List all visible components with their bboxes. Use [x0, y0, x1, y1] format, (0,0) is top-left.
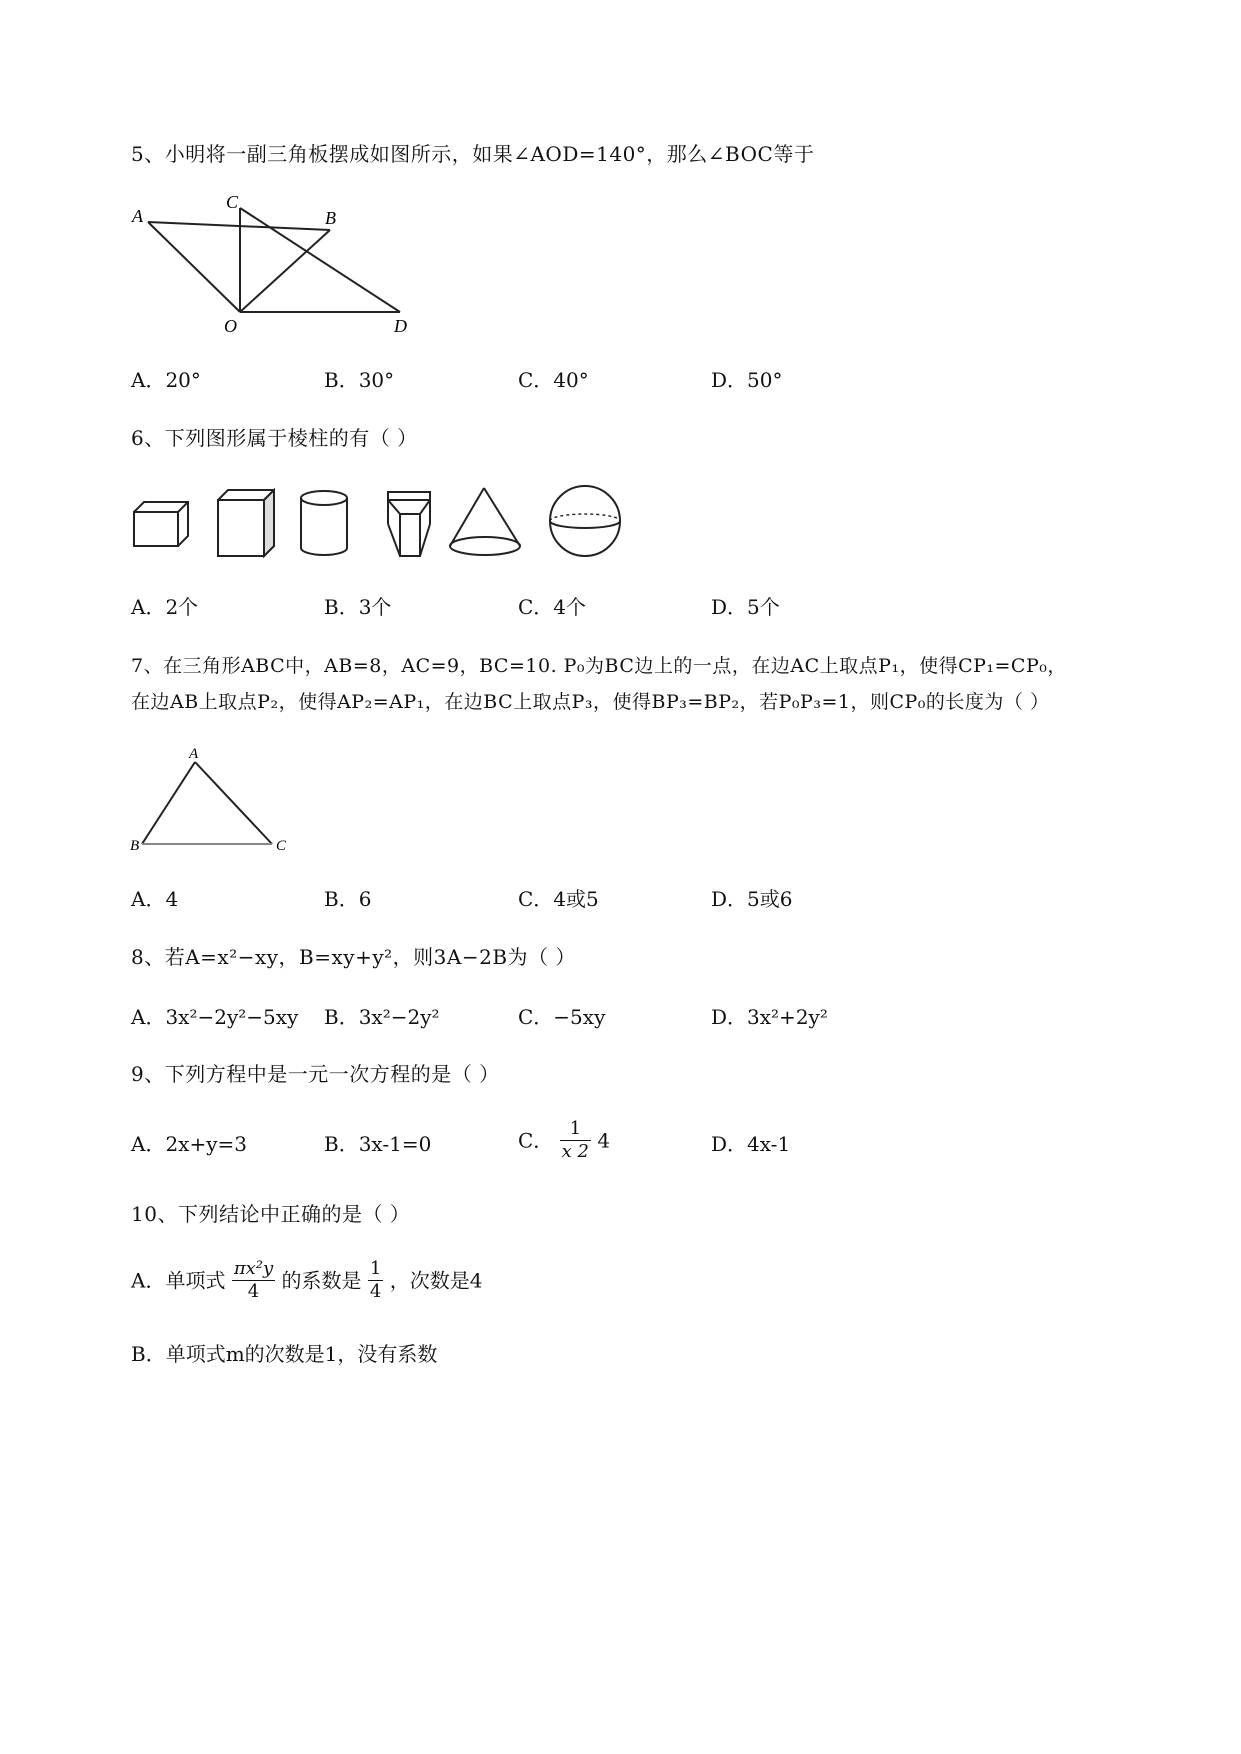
q6-text: 6、下列图形属于棱柱的有（ ） [131, 426, 418, 450]
q8-text: 8、若A=x²−xy，B=xy+y²，则3A−2B为（ ） [131, 945, 576, 969]
q10-option-a-coefficient-numerator: 1 [369, 1258, 382, 1279]
q9-option-c-denominator: x 2 [561, 1141, 589, 1162]
q5-figure [128, 190, 418, 340]
cube-icon [218, 490, 274, 556]
q10-option-a-suffix: ，次数是4 [389, 1268, 483, 1293]
q6-option-b[interactable]: B．3个 [324, 595, 392, 619]
q5-label-D: D [394, 316, 407, 336]
sphere-icon [550, 486, 620, 556]
q10-option-a-monomial-numerator: πx²y [233, 1258, 274, 1279]
q9-text: 9、下列方程中是一元一次方程的是（ ） [131, 1062, 500, 1086]
q9-option-c-prefix: C． [518, 1128, 554, 1153]
q10-text: 10、下列结论中正确的是（ ） [131, 1202, 411, 1226]
q8-option-a[interactable]: A．3x²−2y²−5xy [131, 1005, 299, 1029]
q5-line-OB [240, 230, 330, 312]
q6-figure [128, 484, 628, 564]
q8-option-b[interactable]: B．3x²−2y² [324, 1005, 440, 1029]
q6-option-c[interactable]: C．4个 [518, 595, 587, 619]
q7-line-AC [195, 762, 272, 844]
q5-label-O: O [224, 316, 237, 336]
q10-option-a-mid: 的系数是 [281, 1268, 362, 1293]
q7-text-line2: 在边AB上取点P₂，使得AP₂=AP₁，在边BC上取点P₃，使得BP₃=BP₂，若P₀P₃=1，则CP₀的长度为（ ） [131, 691, 1050, 713]
q5-line-CD [240, 208, 400, 312]
q7-option-d[interactable]: D．5或6 [711, 887, 793, 911]
q9-option-c-suffix: 4 [597, 1128, 611, 1153]
q9-option-a[interactable]: A．2x+y=3 [131, 1132, 247, 1156]
q7-option-a[interactable]: A．4 [131, 887, 179, 911]
q5-label-B: B [325, 208, 336, 228]
q10-option-a-prefix: A．单项式 [131, 1268, 226, 1293]
q10-option-a[interactable] [131, 1258, 482, 1303]
q10-option-a-coefficient [368, 1258, 383, 1303]
q9-option-c-fraction [560, 1118, 591, 1163]
q5-option-c[interactable]: C．40° [518, 368, 589, 392]
q7-option-c[interactable]: C．4或5 [518, 887, 599, 911]
q9-option-c-numerator: 1 [560, 1118, 591, 1141]
q9-option-b[interactable]: B．3x-1=0 [324, 1132, 432, 1156]
cone-icon [450, 488, 520, 555]
q9-option-d[interactable]: D．4x-1 [711, 1132, 791, 1156]
q7-label-C: C [276, 838, 287, 854]
q7-line-AB [142, 762, 195, 844]
q5-option-b[interactable]: B．30° [324, 368, 395, 392]
q8-option-d[interactable]: D．3x²+2y² [711, 1005, 828, 1029]
q7-option-b[interactable]: B．6 [324, 887, 372, 911]
q10-option-b[interactable]: B．单项式m的次数是1，没有系数 [131, 1342, 438, 1366]
q7-label-B: B [130, 838, 140, 854]
q7-figure [128, 742, 298, 854]
q7-label-A: A [189, 746, 199, 762]
q5-text: 5、小明将一副三角板摆成如图所示，如果∠AOD=140°，那么∠BOC等于 [131, 142, 815, 166]
q6-option-a[interactable]: A．2个 [131, 595, 199, 619]
q10-option-a-coefficient-denominator: 4 [369, 1281, 382, 1302]
q10-option-a-monomial [232, 1258, 275, 1303]
q5-label-C: C [226, 192, 239, 212]
cuboid-icon [134, 502, 188, 546]
cylinder-icon [301, 491, 347, 555]
frustum-icon [388, 492, 430, 556]
q7-text-line1: 7、在三角形ABC中，AB=8，AC=9，BC=10. P₀为BC边上的一点，在边AC上取点P₁，使得CP₁=CP₀， [131, 655, 1067, 677]
q10-option-a-monomial-denominator: 4 [247, 1281, 260, 1302]
q8-option-c[interactable]: C．−5xy [518, 1005, 606, 1029]
q5-line-AO [148, 222, 240, 312]
q5-option-a[interactable]: A．20° [131, 368, 201, 392]
q9-option-c[interactable] [518, 1118, 610, 1163]
q6-option-d[interactable]: D．5个 [711, 595, 780, 619]
q5-label-A: A [132, 206, 143, 226]
q5-option-d[interactable]: D．50° [711, 368, 783, 392]
